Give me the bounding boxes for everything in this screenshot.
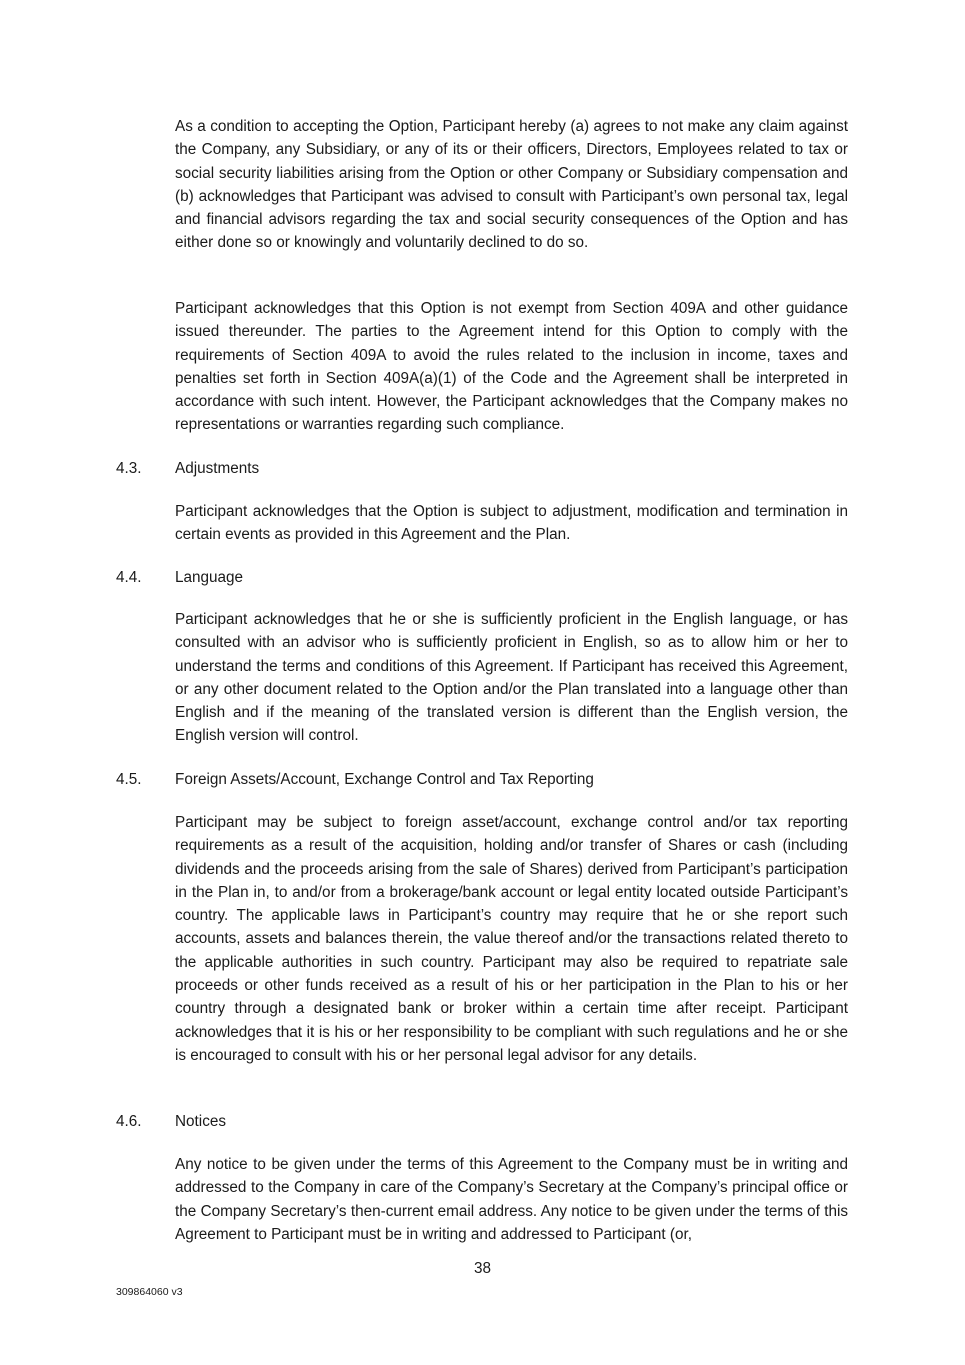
section-number: 4.3.: [116, 460, 142, 477]
document-id: 309864060 v3: [116, 1286, 183, 1298]
section-heading-notices: [116, 1110, 226, 1133]
paragraph-adjustments: Participant acknowledges that the Option is subject to adjustment, modification and termination in certain events as provided in this Agreement and the Plan.: [175, 503, 848, 544]
section-heading-adjustments: [116, 457, 259, 480]
paragraph-notices: Any notice to be given under the terms of this Agreement to the Company must be in writing and addressed to the Company in care of the Company’s Secretary at the Company’s principal office or the Company Secretary’s then-current email address. Any notice to be given under the terms of this Agreement to Participant must be in writing and addressed to Participant (or,: [175, 1156, 848, 1243]
paragraph-foreign-assets: Participant may be subject to foreign asset/account, exchange control and/or tax reporting requirements as a result of the acquisition, holding and/or transfer of Shares or cash (including dividends and the proceeds arising from the sale of Shares) derived from Participant’s participation in the Plan in, to and/or from a brokerage/bank account or legal entity located outside Participant’s country. The applicable laws in Participant’s country may require that he or she report such accounts, assets and balances therein, the value thereof and/or the transactions related thereto to the applicable authorities in such country. Participant may also be required to repatriate sale proceeds or other funds received as a result of his or her participation in the Plan to his or her country through a designated bank or broker within a certain time after receipt. Participant acknowledges that it is his or her responsibility to be compliant with such regulations and he or she is encouraged to consult with his or her personal legal advisor for any details.: [175, 814, 848, 1064]
section-title: Notices: [175, 1113, 227, 1130]
section-title: Language: [175, 569, 244, 586]
paragraph-section-409a: Participant acknowledges that this Option is not exempt from Section 409A and other guidance issued thereunder. The parties to the Agreement intend for this Option to comply with the requirements of Section 409A to avoid the rules related to the inclusion in income, taxes and penalties set forth in Section 409A(a)(1) of the Code and the Agreement shall be interpreted in accordance with such intent. However, the Participant acknowledges that the Company makes no representations or warranties regarding such compliance.: [175, 300, 848, 434]
page-number: 38: [473, 1260, 491, 1277]
section-heading-foreign-assets: [116, 768, 594, 791]
section-number: 4.6.: [116, 1113, 142, 1130]
paragraph-language: Participant acknowledges that he or she is sufficiently proficient in the English language, or has consulted with an advisor who is sufficiently proficient in English, so as to allow him or her to understand the terms and conditions of this Agreement. If Participant has received this Agreement, or any other document related to the Option and/or the Plan translated into a language other than English and if the meaning of the translated version is different than the English version, the English version will control.: [175, 611, 848, 745]
section-heading-language: [116, 566, 243, 589]
section-number: 4.5.: [116, 771, 142, 788]
section-title: Adjustments: [175, 460, 260, 477]
section-title: Foreign Assets/Account, Exchange Control and Tax Reporting: [175, 771, 594, 788]
section-number: 4.4.: [116, 569, 142, 586]
paragraph-tax-claims: As a condition to accepting the Option, Participant hereby (a) agrees to not make any claim against the Company, any Subsidiary, or any of its or their officers, Directors, Employees related to tax or social security liabilities arising from the Option or other Company or Subsidiary compensation and (b) acknowledges that Participant was advised to consult with Participant’s own personal tax, legal and financial advisors regarding the tax and social security consequences of the Option and has either done so or knowingly and voluntarily declined to do so.: [175, 118, 848, 252]
